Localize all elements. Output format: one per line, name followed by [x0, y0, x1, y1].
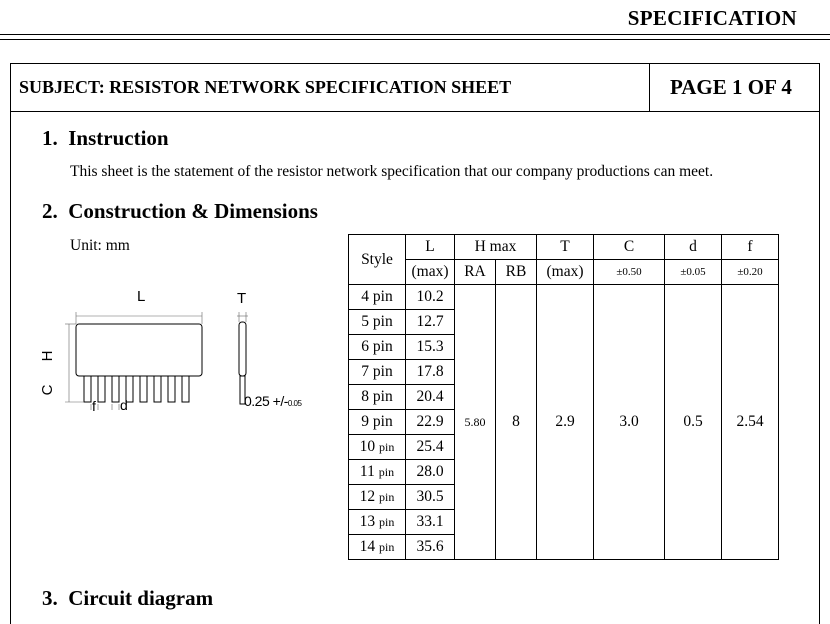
dimension-drawing — [36, 284, 316, 424]
style-cell: 8 pin — [349, 385, 406, 410]
header-T-sub: (max) — [537, 260, 594, 285]
thickness-label: 0.25 +/-0.05 — [244, 393, 302, 409]
header-rule-top — [0, 34, 830, 35]
length-cell: 12.7 — [406, 310, 455, 335]
label-f: f — [92, 398, 96, 414]
table-subheader-row — [349, 260, 779, 285]
header-RB: RB — [496, 260, 537, 285]
component-body — [76, 324, 202, 376]
style-cell: 5 pin — [349, 310, 406, 335]
style-cell: 11 pin — [349, 460, 406, 485]
section-2-number: 2. — [42, 199, 58, 223]
table-row — [349, 285, 779, 310]
d-value: 0.5 — [665, 285, 722, 560]
header-f-tol: ±0.20 — [722, 260, 779, 285]
style-cell: 7 pin — [349, 360, 406, 385]
T-value: 2.9 — [537, 285, 594, 560]
style-cell: 4 pin — [349, 285, 406, 310]
style-cell: 14 pin — [349, 535, 406, 560]
unit-label: Unit: mm — [70, 237, 130, 254]
header-L: L — [406, 235, 455, 260]
style-cell: 9 pin — [349, 410, 406, 435]
section-3-number: 3. — [42, 586, 58, 610]
section-2-heading — [42, 199, 318, 224]
style-cell: 12 pin — [349, 485, 406, 510]
header-T: T — [537, 235, 594, 260]
subject-label: SUBJECT: RESISTOR NETWORK SPECIFICATION SHEET — [19, 77, 512, 97]
header-f: f — [722, 235, 779, 260]
section-1-number: 1. — [42, 126, 58, 150]
section-3-title: Circuit diagram — [68, 586, 214, 610]
instruction-text: This sheet is the statement of the resistor network specification that our company productions can meet. — [70, 163, 714, 180]
header-C-tol: ±0.50 — [594, 260, 665, 285]
header-d-tol: ±0.05 — [665, 260, 722, 285]
section-1-title: Instruction — [68, 126, 169, 150]
f-value: 2.54 — [722, 285, 779, 560]
length-cell: 17.8 — [406, 360, 455, 385]
section-2-title: Construction & Dimensions — [68, 199, 318, 223]
header-style: Style — [349, 235, 406, 285]
length-cell: 25.4 — [406, 435, 455, 460]
header-RA: RA — [455, 260, 496, 285]
label-L: L — [137, 288, 146, 305]
section-3-heading — [42, 586, 213, 611]
style-cell: 13 pin — [349, 510, 406, 535]
C-value: 3.0 — [594, 285, 665, 560]
document-title: SPECIFICATION — [627, 6, 797, 30]
section-1-heading — [42, 126, 169, 151]
header-L-sub: (max) — [406, 260, 455, 285]
length-cell: 20.4 — [406, 385, 455, 410]
page-indicator: PAGE 1 OF 4 — [670, 75, 792, 99]
pins — [84, 376, 189, 402]
RA-value: 5.80 — [455, 285, 496, 560]
label-H: H — [39, 350, 56, 362]
label-C: C — [39, 384, 56, 396]
length-cell: 22.9 — [406, 410, 455, 435]
header-rule-bottom — [0, 39, 830, 40]
table-header-row — [349, 235, 779, 260]
length-cell: 28.0 — [406, 460, 455, 485]
header-C: C — [594, 235, 665, 260]
label-d: d — [120, 397, 128, 413]
RB-value: 8 — [496, 285, 537, 560]
style-cell: 6 pin — [349, 335, 406, 360]
page-box — [649, 64, 820, 111]
length-cell: 10.2 — [406, 285, 455, 310]
length-cell: 33.1 — [406, 510, 455, 535]
style-cell: 10 pin — [349, 435, 406, 460]
subject-row — [11, 64, 819, 112]
spec-table — [348, 234, 779, 560]
label-T: T — [237, 290, 247, 307]
side-view-body — [239, 322, 246, 376]
length-cell: 35.6 — [406, 535, 455, 560]
length-cell: 30.5 — [406, 485, 455, 510]
header-d: d — [665, 235, 722, 260]
header-H: H max — [455, 235, 537, 260]
length-cell: 15.3 — [406, 335, 455, 360]
